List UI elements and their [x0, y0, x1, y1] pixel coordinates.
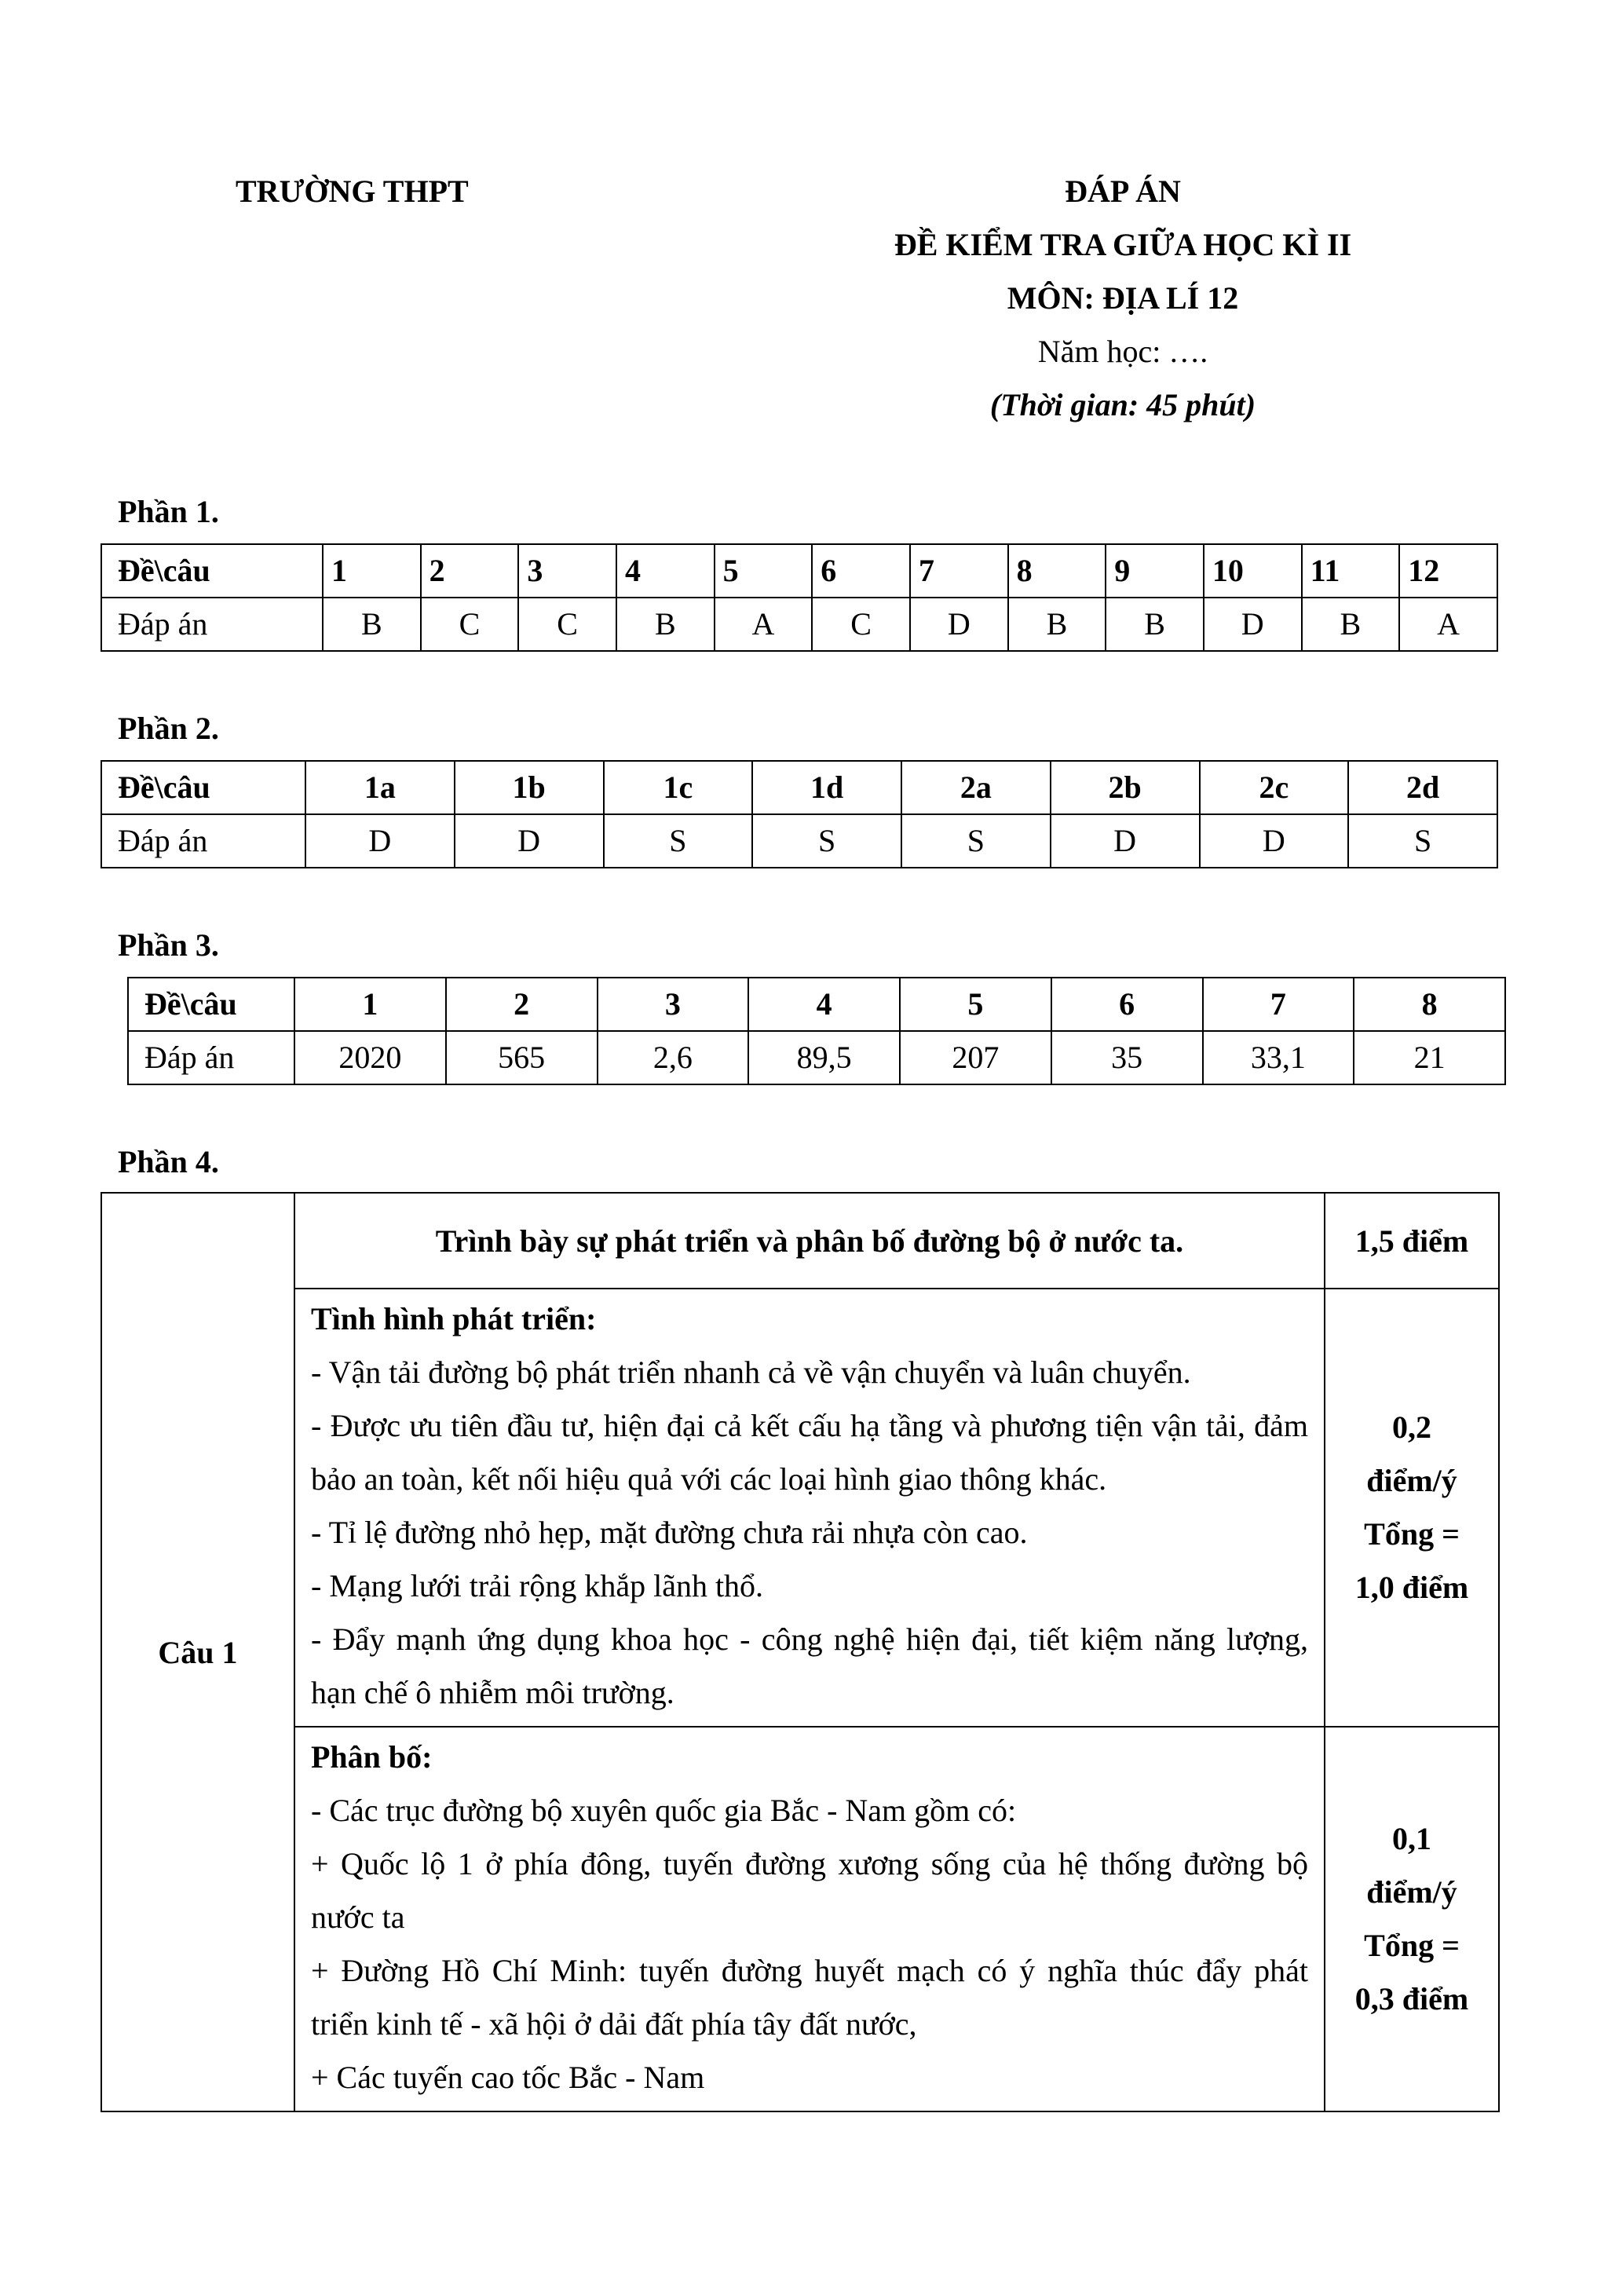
- part4-title: Phần 4.: [118, 1144, 219, 1179]
- school-year: Năm học: ….: [1037, 334, 1208, 369]
- answer-cell: B: [1302, 598, 1400, 651]
- question-cell: 4: [616, 544, 715, 598]
- question-cell: 2b: [1051, 761, 1200, 814]
- answer-line: - Tỉ lệ đường nhỏ hẹp, mặt đường chưa rải nhựa còn cao.: [311, 1515, 1028, 1550]
- question-cell: 1: [294, 978, 446, 1031]
- answer-cell: 2,6: [598, 1031, 749, 1084]
- points-total: 1,0 điểm: [1354, 1570, 1469, 1605]
- question-cell: 1b: [455, 761, 604, 814]
- section-points: [1325, 1289, 1499, 1727]
- answer-line: + Các tuyến cao tốc Bắc - Nam: [311, 2060, 705, 2095]
- points-total-label: Tổng =: [1364, 1516, 1460, 1552]
- answer-line: + Đường Hồ Chí Minh: tuyến đường huyết mạch có ý nghĩa thúc đẩy phát triển kinh tế - xã hội ở dải đất phía tây đất nước,: [311, 1953, 1308, 2042]
- section-points: [1325, 1727, 1499, 2111]
- doc-title: ĐÁP ÁN: [1065, 174, 1181, 209]
- question-cell: 2: [421, 544, 519, 598]
- row-label-answer: Đáp án: [101, 814, 305, 868]
- exam-title: ĐỀ KIỂM TRA GIỮA HỌC KÌ II: [894, 227, 1352, 262]
- answer-cell: D: [305, 814, 455, 868]
- answer-cell: D: [910, 598, 1008, 651]
- question-cell: 12: [1399, 544, 1497, 598]
- points-value: 0,2: [1392, 1409, 1431, 1445]
- question-cell: 1d: [752, 761, 901, 814]
- answer-cell: B: [1008, 598, 1106, 651]
- points-total: 0,3 điểm: [1354, 1981, 1469, 2016]
- table-row-questions: [101, 761, 1497, 814]
- answer-cell: B: [323, 598, 421, 651]
- part3-answer-table: [127, 977, 1506, 1085]
- table-row-questions: [101, 544, 1497, 598]
- question-cell: 6: [1051, 978, 1203, 1031]
- question-cell: 7: [910, 544, 1008, 598]
- answer-cell: B: [616, 598, 715, 651]
- question-cell: 2c: [1200, 761, 1349, 814]
- answer-cell: D: [1204, 598, 1302, 651]
- answer-line: - Các trục đường bộ xuyên quốc gia Bắc - Nam gồm có:: [311, 1793, 1017, 1828]
- development-section: [294, 1289, 1325, 1727]
- answer-line: - Mạng lưới trải rộng khắp lãnh thổ.: [311, 1568, 764, 1603]
- part2-title: Phần 2.: [118, 711, 219, 746]
- question-cell: 2: [446, 978, 598, 1031]
- answer-cell: 565: [446, 1031, 598, 1084]
- answer-line: - Vận tải đường bộ phát triển nhanh cả về vận chuyển và luân chuyển.: [311, 1355, 1191, 1390]
- question-cell: 7: [1203, 978, 1354, 1031]
- answer-cell: D: [1200, 814, 1349, 868]
- answer-cell: C: [518, 598, 616, 651]
- answer-cell: A: [715, 598, 813, 651]
- question-cell: 6: [812, 544, 910, 598]
- part2-answer-table: [101, 760, 1498, 868]
- question-cell: 8: [1008, 544, 1106, 598]
- part4-essay-table: [101, 1192, 1500, 2112]
- section-heading: Tình hình phát triển:: [311, 1301, 597, 1336]
- question-cell: 11: [1302, 544, 1400, 598]
- table-row-answers: [128, 1031, 1505, 1084]
- answer-cell: B: [1106, 598, 1204, 651]
- part1-answer-table: [101, 543, 1498, 652]
- question-cell: 1: [323, 544, 421, 598]
- question-label: Câu 1: [101, 1193, 294, 2111]
- answer-cell: D: [455, 814, 604, 868]
- answer-cell: 207: [900, 1031, 1051, 1084]
- answer-cell: S: [901, 814, 1051, 868]
- part1-title: Phần 1.: [118, 494, 219, 529]
- answer-line: - Đẩy mạnh ứng dụng khoa học - công nghệ hiện đại, tiết kiệm năng lượng, hạn chế ô nhiễm môi trường.: [311, 1621, 1308, 1710]
- subject-line: MÔN: ĐỊA LÍ 12: [1007, 280, 1239, 316]
- answer-cell: 35: [1051, 1031, 1203, 1084]
- question-cell: 3: [598, 978, 749, 1031]
- row-label-answer: Đáp án: [101, 598, 323, 651]
- table-row-answers: [101, 814, 1497, 868]
- question-cell: 1c: [604, 761, 753, 814]
- points-unit: điểm/ý: [1366, 1874, 1457, 1910]
- answer-line: + Quốc lộ 1 ở phía đông, tuyến đường xương sống của hệ thống đường bộ nước ta: [311, 1846, 1308, 1935]
- question-cell: 9: [1106, 544, 1204, 598]
- answer-line: - Được ưu tiên đầu tư, hiện đại cả kết cấu hạ tầng và phương tiện vận tải, đảm bảo an toàn, kết nối hiệu quả với các loại hình giao thông khác.: [311, 1408, 1308, 1497]
- answer-cell: C: [421, 598, 519, 651]
- answer-cell: 21: [1354, 1031, 1505, 1084]
- part3-title: Phần 3.: [118, 927, 219, 963]
- row-label-question: Đề\câu: [101, 761, 305, 814]
- points-unit: điểm/ý: [1366, 1463, 1457, 1498]
- answer-cell: D: [1051, 814, 1200, 868]
- answer-cell: 33,1: [1203, 1031, 1354, 1084]
- question-cell: 5: [715, 544, 813, 598]
- table-row-questions: [128, 978, 1505, 1031]
- table-row-answers: [101, 598, 1497, 651]
- points-value: 0,1: [1392, 1821, 1431, 1856]
- question-cell: 10: [1204, 544, 1302, 598]
- answer-cell: C: [812, 598, 910, 651]
- answer-cell: S: [752, 814, 901, 868]
- prompt-points: 1,5 điểm: [1325, 1193, 1499, 1289]
- question-cell: 2a: [901, 761, 1051, 814]
- answer-cell: S: [604, 814, 753, 868]
- section-heading: Phân bố:: [311, 1739, 433, 1775]
- table-row-development: [101, 1289, 1499, 1727]
- row-label-question: Đề\câu: [101, 544, 323, 598]
- answer-cell: 2020: [294, 1031, 446, 1084]
- distribution-section: [294, 1727, 1325, 2111]
- table-row-prompt: [101, 1193, 1499, 1289]
- question-cell: 8: [1354, 978, 1505, 1031]
- answer-cell: A: [1399, 598, 1497, 651]
- question-prompt: Trình bày sự phát triển và phân bố đường bộ ở nước ta.: [294, 1193, 1325, 1289]
- answer-cell: 89,5: [748, 1031, 900, 1084]
- question-cell: 3: [518, 544, 616, 598]
- table-row-distribution: [101, 1727, 1499, 2111]
- row-label-question: Đề\câu: [128, 978, 294, 1031]
- question-cell: 1a: [305, 761, 455, 814]
- exam-duration: (Thời gian: 45 phút): [989, 387, 1256, 422]
- question-cell: 2d: [1348, 761, 1497, 814]
- points-total-label: Tổng =: [1364, 1928, 1460, 1963]
- question-cell: 5: [900, 978, 1051, 1031]
- answer-cell: S: [1348, 814, 1497, 868]
- row-label-answer: Đáp án: [128, 1031, 294, 1084]
- school-name: TRƯỜNG THPT: [236, 174, 469, 209]
- question-cell: 4: [748, 978, 900, 1031]
